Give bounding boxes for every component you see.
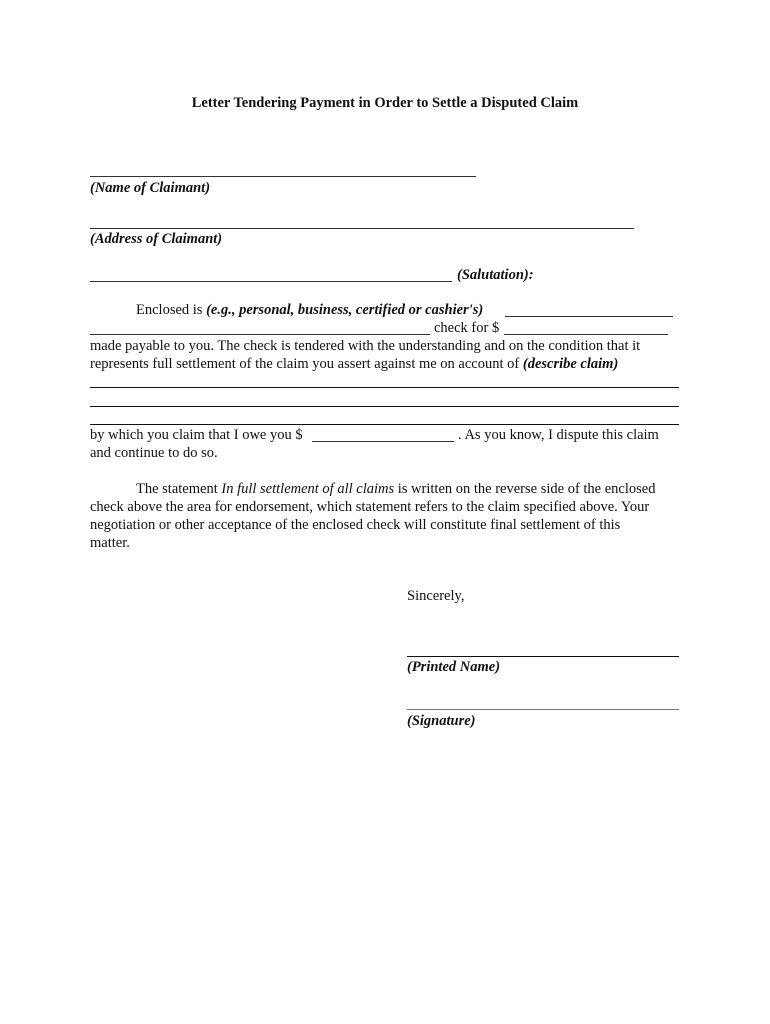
document-title: Letter Tendering Payment in Order to Settle a Disputed Claim — [191, 95, 579, 111]
para2-line3: negotiation or other acceptance of the enclosed check will constitute final settlement of this — [90, 517, 621, 533]
signature-line[interactable] — [407, 709, 679, 710]
statement-line — [136, 480, 655, 498]
statement-prefix: The statement — [136, 481, 218, 497]
signature-label: (Signature) — [407, 713, 476, 729]
continue-line: and continue to do so. — [90, 445, 218, 461]
made-payable-line: made payable to you. The check is tendered with the understanding and on the condition that it — [90, 338, 641, 354]
check-amount-blank[interactable] — [504, 334, 668, 335]
claimant-name-line[interactable] — [90, 176, 476, 177]
claimant-name-label: (Name of Claimant) — [90, 180, 211, 196]
enclosed-prefix: Enclosed is — [136, 302, 203, 318]
printed-name-line[interactable] — [407, 656, 679, 657]
salutation-label: (Salutation): — [457, 267, 534, 283]
para2-line4: matter. — [90, 535, 130, 551]
closing: Sincerely, — [407, 588, 465, 604]
owe-suffix: . As you know, I dispute this claim — [458, 427, 659, 443]
enclosed-line — [136, 301, 483, 319]
statement-italic: In full settlement of all claims — [221, 481, 395, 497]
check-type-blank[interactable] — [505, 316, 673, 317]
owed-amount-blank[interactable] — [312, 441, 454, 442]
claimant-address-line[interactable] — [90, 228, 634, 229]
claim-description-line-2[interactable] — [90, 406, 679, 407]
check-type-example: (e.g., personal, business, certified or cashier's) — [206, 302, 484, 318]
claimant-address-label: (Address of Claimant) — [90, 231, 223, 247]
describe-claim-label: (describe claim) — [522, 356, 619, 372]
owe-prefix: by which you claim that I owe you $ — [90, 427, 303, 443]
claim-description-line-3[interactable] — [90, 424, 679, 425]
bank-blank[interactable] — [90, 334, 430, 335]
salutation-line[interactable] — [90, 281, 452, 282]
statement-suffix: is written on the reverse side of the enclosed — [397, 481, 656, 497]
printed-name-label: (Printed Name) — [407, 659, 501, 675]
represents-line — [90, 355, 618, 373]
represents-prefix: represents full settlement of the claim you assert against me on account of — [90, 356, 520, 372]
claim-description-line-1[interactable] — [90, 387, 679, 388]
check-for-text: check for $ — [434, 320, 500, 336]
para2-line2: check above the area for endorsement, which statement refers to the claim specified above. Your — [90, 499, 650, 515]
